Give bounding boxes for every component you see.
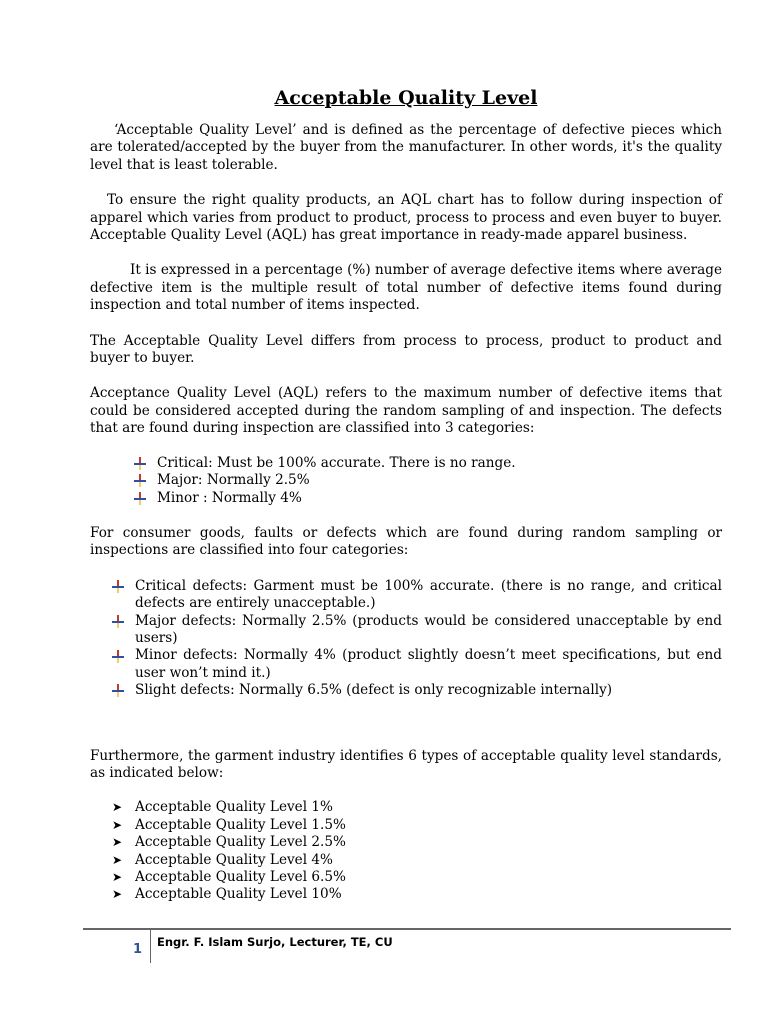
paragraph-aql-meaning: Acceptance Quality Level (AQL) refers to the maximum number of defective items that could be considered accepted during the random sampling of and inspection. The defects that are found during inspection are classified into 3 categories: <box>90 385 722 437</box>
list-item-text: Acceptable Quality Level 6.5% <box>135 869 346 885</box>
list-item-text: Critical: Must be 100% accurate. There is no range. <box>157 454 516 471</box>
page-number: 1 <box>133 942 143 957</box>
list-item <box>112 799 722 816</box>
list-item-text: Acceptable Quality Level 1% <box>135 799 333 816</box>
consumer-defect-list <box>112 578 722 700</box>
list-item <box>112 578 722 613</box>
list-item-text: Acceptable Quality Level 1.5% <box>135 816 346 833</box>
list-item <box>112 834 722 851</box>
list-item-text: Slight defects: Normally 6.5% (defect is only recognizable internally) <box>135 682 613 699</box>
list-item <box>134 472 722 489</box>
paragraph-definition: ‘Acceptable Quality Level’ and is defined as the percentage of defective pieces which are tolerated/accepted by the buyer from the manufacturer. In other words, it's the quality level that is least tolerable. <box>90 122 722 173</box>
list-item-text: Minor : Normally 4% <box>157 489 302 506</box>
document-page <box>90 86 722 904</box>
list-item <box>112 817 722 834</box>
list-item-text: Acceptable Quality Level 2.5% <box>135 834 346 851</box>
list-item-text: Minor defects: Normally 4% (product slightly doesn’t meet specifications, but end user won’t mind it.) <box>135 647 722 681</box>
paragraph-differs: The Acceptable Quality Level differs from process to process, product to product and buyer to buyer. <box>90 332 722 367</box>
footer-divider <box>150 930 151 963</box>
arrowhead-icon: ➤ <box>112 870 123 884</box>
paragraph-standards-intro: Furthermore, the garment industry identifies 6 types of acceptable quality level standards, as indicated below: <box>90 747 722 781</box>
push-pin-icon <box>134 490 157 507</box>
list-item <box>112 682 722 699</box>
footer-author: Engr. F. Islam Surjo, Lecturer, TE, CU <box>157 935 393 949</box>
list-item <box>112 886 722 903</box>
list-item <box>112 852 722 869</box>
list-item-text: Major: Normally 2.5% <box>157 472 310 489</box>
list-item <box>112 869 722 886</box>
paragraph-importance: To ensure the right quality products, an AQL chart has to follow during inspection of apparel which varies from product to product, process to process and even buyer to buyer. Acceptable Quality Level (AQL) has great importance in ready-made apparel business. <box>90 192 722 244</box>
push-pin-icon <box>112 682 135 699</box>
aql-standards-list <box>112 799 722 903</box>
list-item <box>134 455 722 472</box>
document-title: Acceptable Quality Level <box>274 87 538 109</box>
list-item <box>112 613 722 648</box>
list-item <box>134 490 722 507</box>
list-item <box>112 647 722 682</box>
list-item-text: Acceptable Quality Level 10% <box>135 886 342 903</box>
page-footer <box>83 928 731 957</box>
arrowhead-icon: ➤ <box>112 800 123 815</box>
list-item-text: Critical defects: Garment must be 100% accurate. (there is no range, and critical defects are entirely unacceptable.) <box>135 577 722 612</box>
arrowhead-icon: ➤ <box>112 887 123 902</box>
push-pin-icon <box>134 472 157 489</box>
push-pin-icon <box>112 647 135 664</box>
defect-category-list <box>134 455 722 507</box>
list-item-text: Acceptable Quality Level 4% <box>135 851 333 868</box>
arrowhead-icon: ➤ <box>112 852 123 867</box>
arrowhead-icon: ➤ <box>112 817 123 832</box>
push-pin-icon <box>112 578 135 595</box>
list-item-text: Major defects: Normally 2.5% (products would be considered unacceptable by end users) <box>135 612 722 646</box>
push-pin-icon <box>112 613 135 630</box>
arrowhead-icon: ➤ <box>112 835 123 850</box>
paragraph-expression: It is expressed in a percentage (%) number of average defective items where average defective item is the multiple result of total number of defective items found during inspection and total number of items inspected. <box>90 262 722 314</box>
paragraph-consumer-intro: For consumer goods, faults or defects which are found during random sampling or inspections are classified into four categories: <box>90 524 722 559</box>
push-pin-icon <box>134 455 157 472</box>
